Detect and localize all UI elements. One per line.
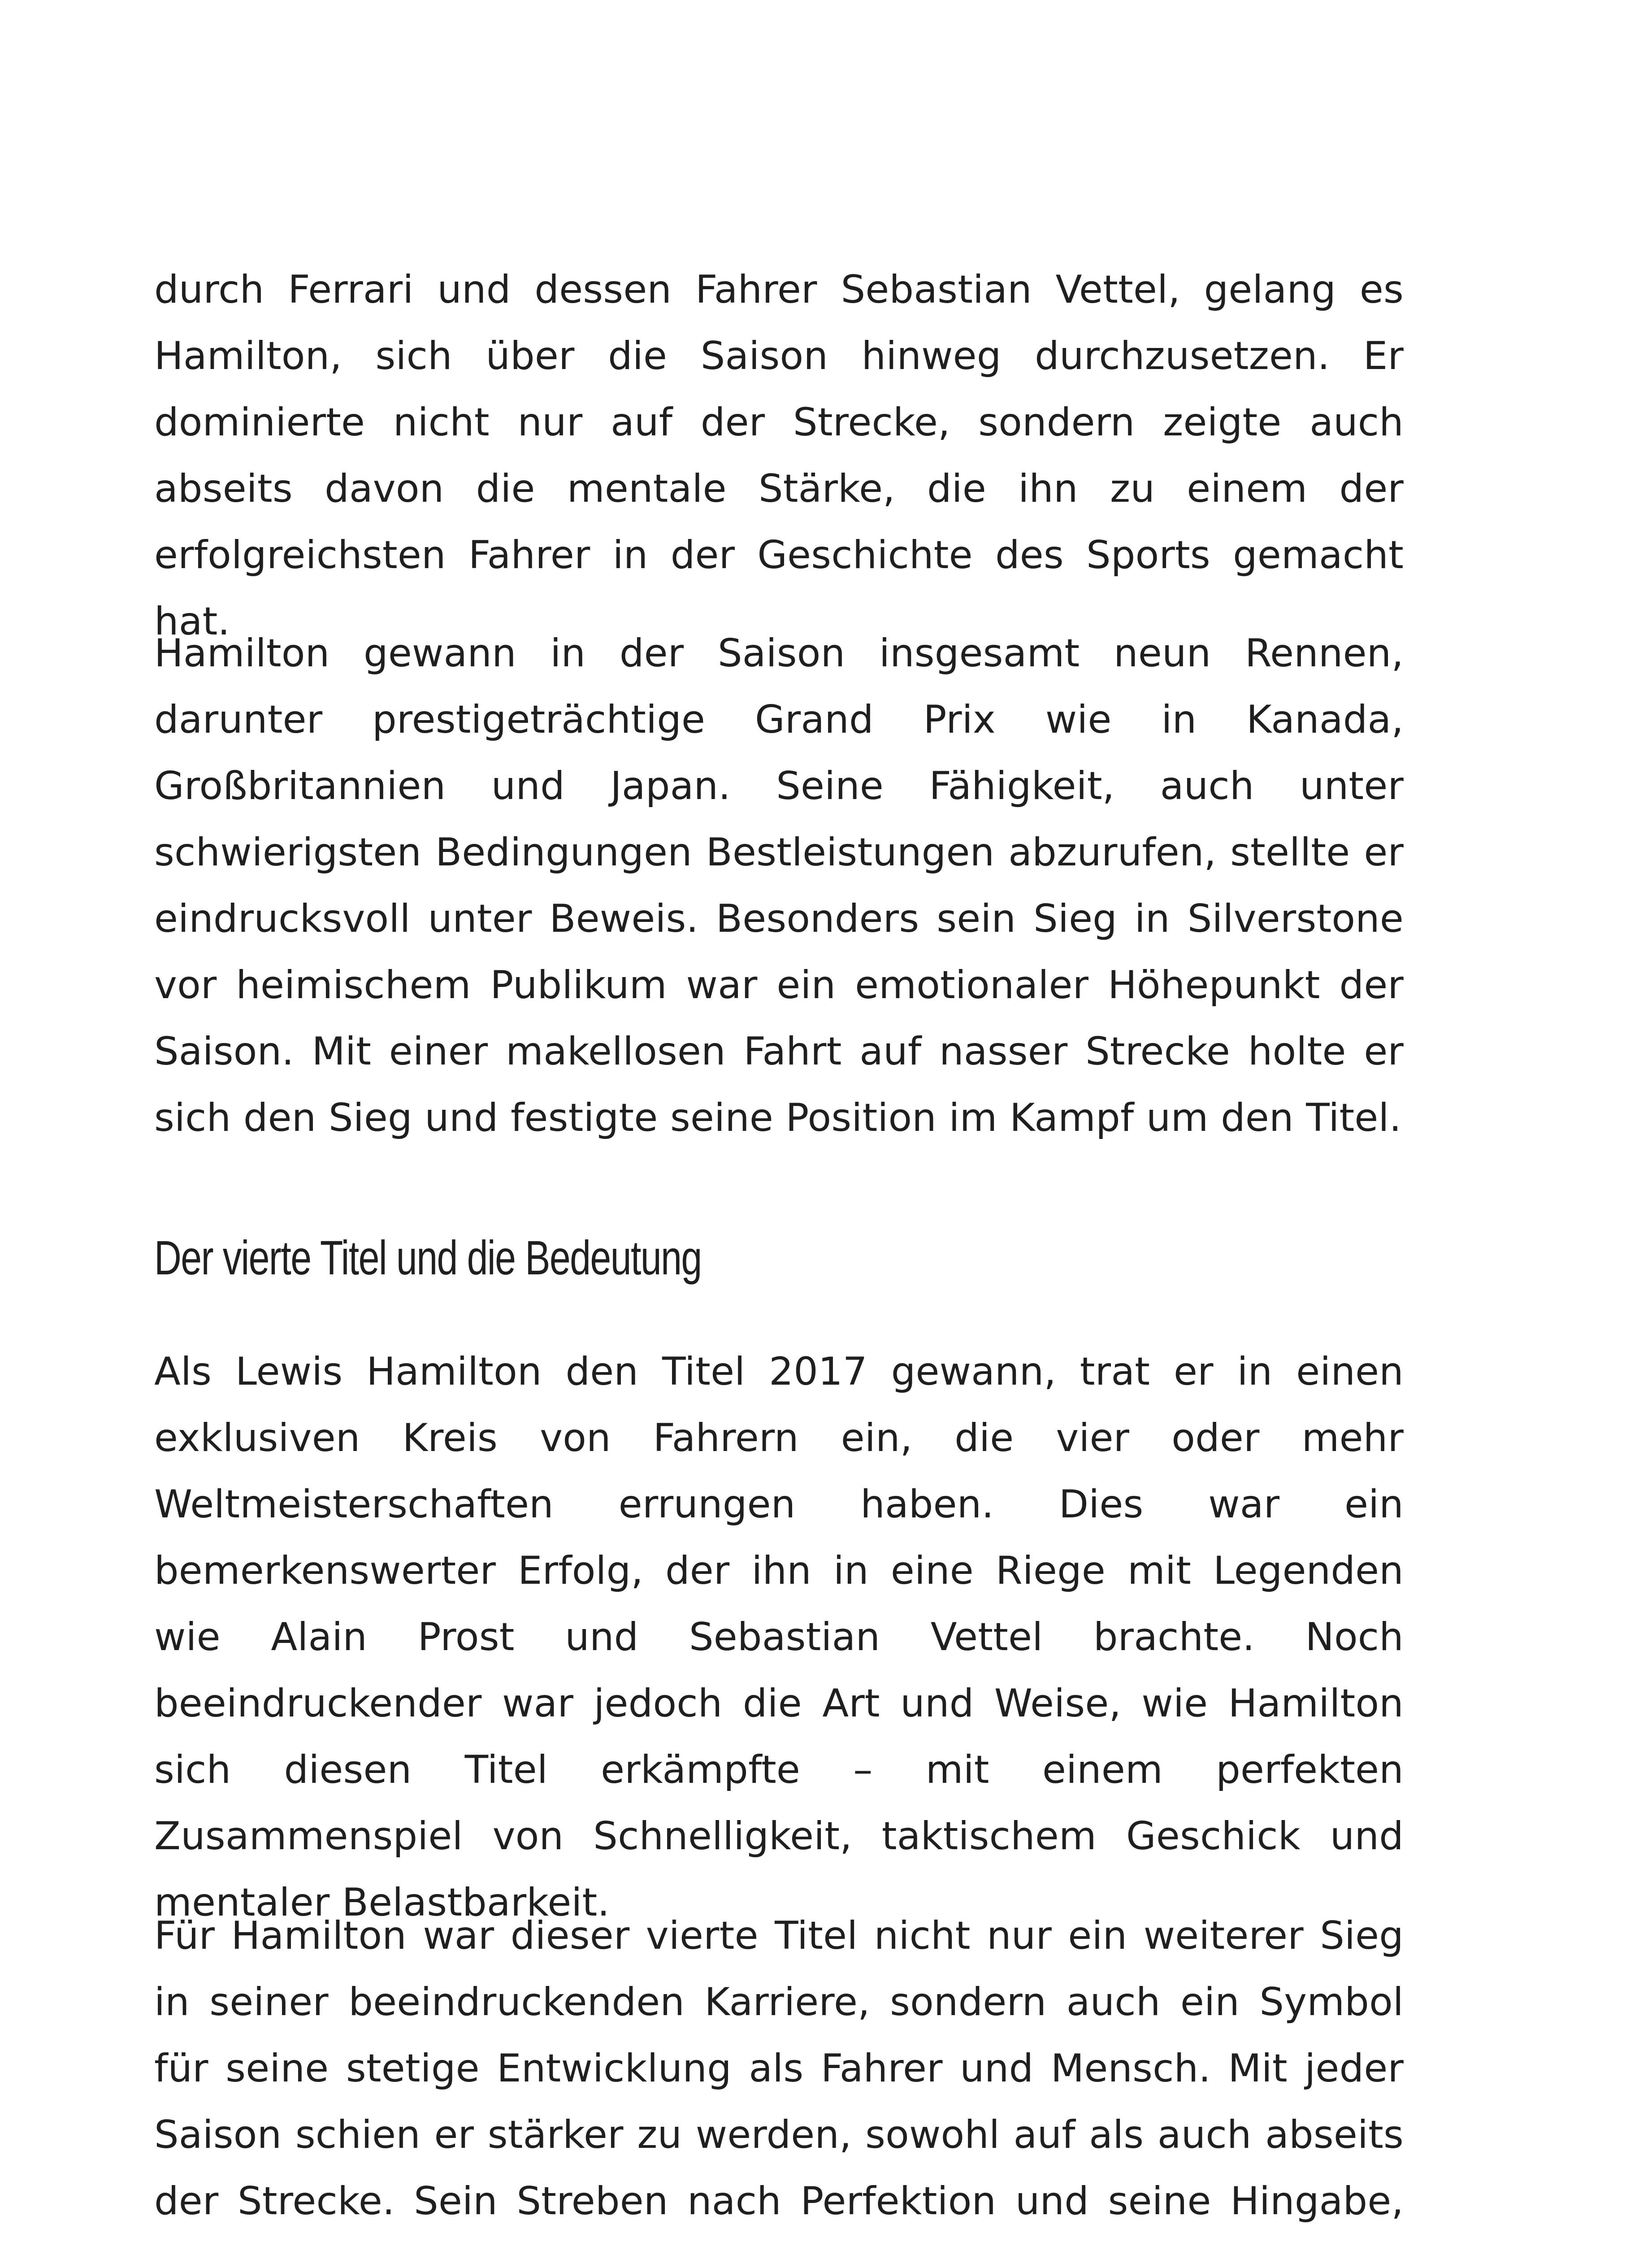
section-heading: Der vierte Titel und die Bedeutung <box>154 1230 702 1285</box>
body-paragraph: Als Lewis Hamilton den Titel 2017 gewann, trat er in einen exklusiven Kreis von Fahrern ein, die vier oder mehr Weltmeisterschaften errungen haben. Dies war ein bemerkenswerter Erfolg, der ihn in eine Riege mit Legenden wie Alain Prost und Sebastian Vettel brachte. Noch beeindruckender war jedoch die Art und Weise, wie Hamilton sich diesen Titel erkämpfte – mit einem perfekten Zusammenspiel von Schnelligkeit, taktischem Geschick und mentaler Belastbarkeit. <box>154 1349 1404 1925</box>
body-paragraph: durch Ferrari und dessen Fahrer Sebastian Vettel, gelang es Hamilton, sich über die Saison hinweg durchzusetzen. Er dominierte nicht nur auf der Strecke, sondern zeigte auch abseits davon die mentale Stärke, die ihn zu einem der erfolgreichsten Fahrer in der Geschichte des Sports gemacht hat. <box>154 267 1404 644</box>
body-paragraph: Hamilton gewann in der Saison insgesamt neun Rennen, darunter prestigeträchtige Grand Prix wie in Kanada, Großbritannien und Japan. Seine Fähigkeit, auch unter schwierigsten Bedingungen Bestleistungen abzurufen, stellte er eindrucksvoll unter Beweis. Besonders sein Sieg in Silverstone vor heimischem Publikum war ein emotionaler Höhepunkt der Saison. Mit einer makellosen Fahrt auf nasser Strecke holte er sich den Sieg und festigte seine Position im Kampf um den Titel. <box>154 631 1404 1140</box>
body-paragraph: Für Hamilton war dieser vierte Titel nicht nur ein weiterer Sieg in seiner beeindruckenden Karriere, sondern auch ein Symbol für seine stetige Entwicklung als Fahrer und Mensch. Mit jeder Saison schien er stärker zu werden, sowohl auf als auch abseits der Strecke. Sein Streben nach Perfektion und seine Hingabe, <box>154 1913 1404 2224</box>
